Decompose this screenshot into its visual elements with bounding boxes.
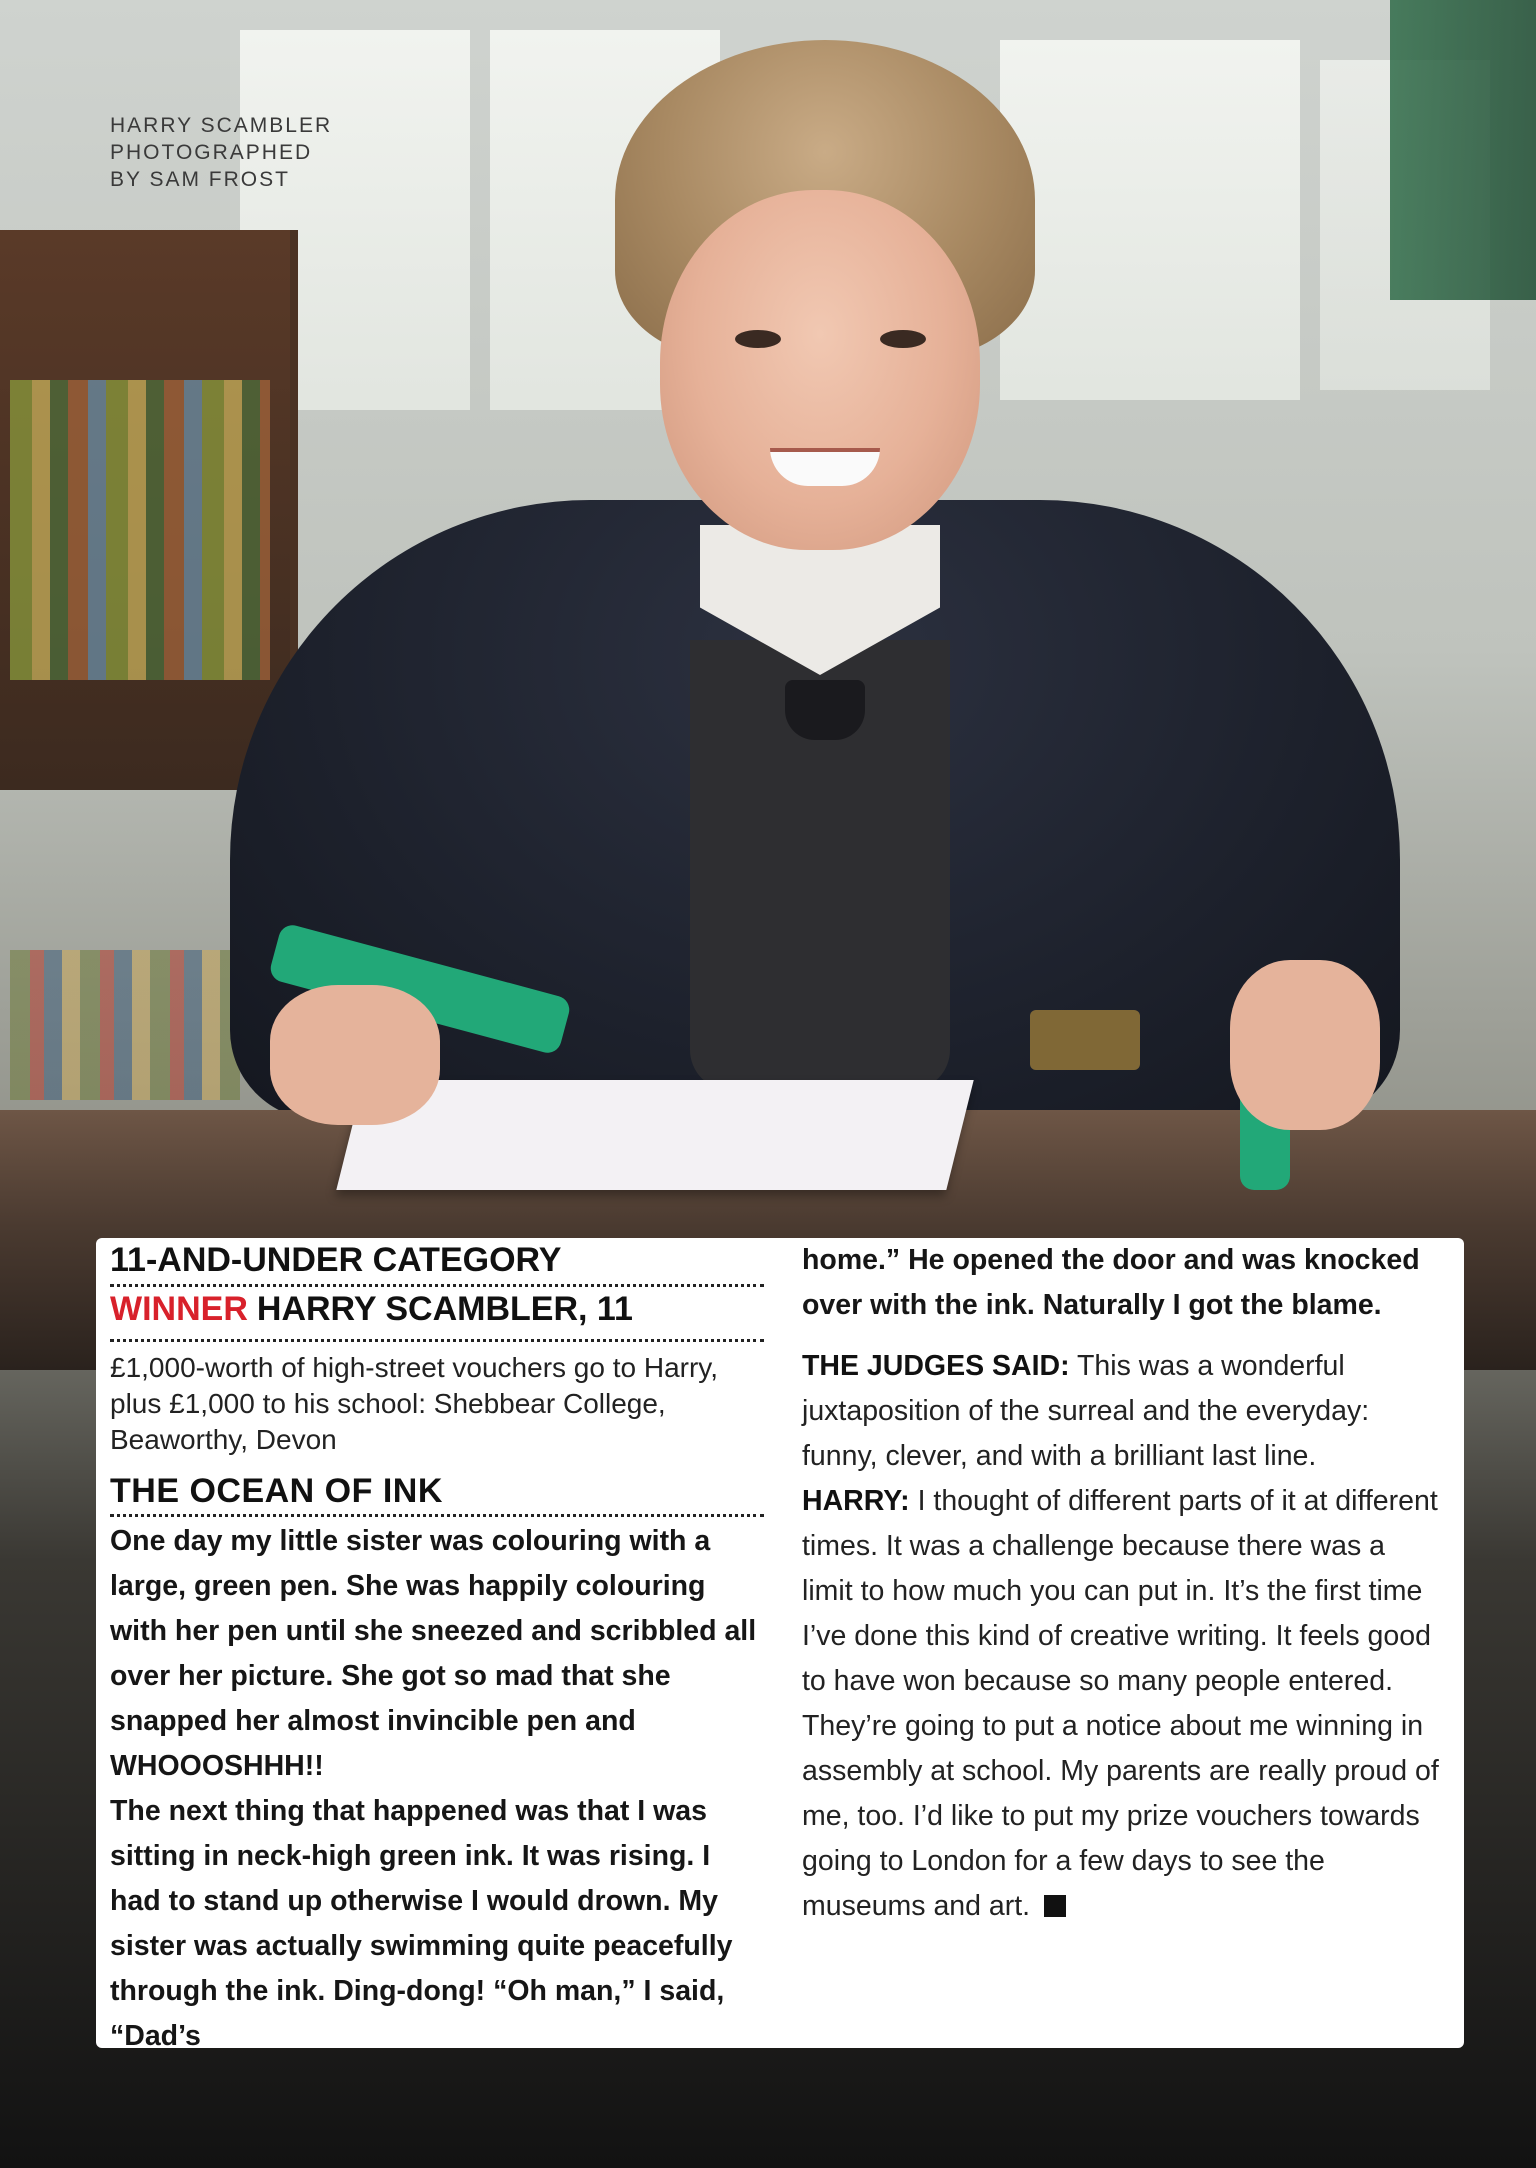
judges-label: THE JUDGES SAID: [802, 1350, 1070, 1382]
story-body [110, 1519, 764, 2059]
story-continuation: home.” He opened the door and was knocked over with the ink. Naturally I got the blame. [802, 1244, 1420, 1321]
window [1000, 40, 1300, 400]
harry-label: HARRY: [802, 1485, 910, 1517]
eye [880, 330, 926, 348]
photo-credit-line: HARRY SCAMBLER [110, 114, 333, 137]
books [10, 950, 240, 1100]
winner-name: HARRY SCAMBLER, 11 [256, 1290, 633, 1328]
judges-text: This was a wonderful juxtaposition of the surreal and the everyday: funny, clever, and with a brilliant last line. [802, 1350, 1370, 1472]
story-paragraph: The next thing that happened was that I was sitting in neck-high green ink. It was rising. I had to stand up otherwise I would drown. My sister was actually swimming quite peacefully through the ink. Ding-dong! “Oh man,” I said, “Dad’s [110, 1795, 733, 2052]
left-hand [270, 985, 440, 1125]
right-hand [1230, 960, 1380, 1130]
green-wall-panel [1390, 0, 1536, 300]
paper-sheet [336, 1080, 973, 1190]
blazer-badge [1030, 1010, 1140, 1070]
article-panel [96, 1238, 1464, 2052]
face [660, 190, 980, 550]
story-title: THE OCEAN OF INK [110, 1470, 764, 1517]
right-column [802, 1238, 1442, 1929]
photo-credit-line: PHOTOGRAPHED [110, 141, 313, 164]
eye [735, 330, 781, 348]
books [10, 380, 270, 680]
photo-credit [110, 112, 440, 193]
left-column [110, 1238, 764, 2059]
winner-label: WINNER [110, 1290, 248, 1328]
end-mark-icon [1044, 1895, 1066, 1917]
harry-text: I thought of different parts of it at different times. It was a challenge because there was a limit to how much you can put in. It’s the first time I’ve done this kind of creative writing. It feels good to have won because so many people entered. They’re going to put a notice about me winning in assembly at school. My parents are really proud of me, too. I’d like to put my prize vouchers towards going to London for a few days to see the museums and art. [802, 1485, 1439, 1922]
winner-heading [110, 1287, 764, 1342]
category-heading: 11-AND-UNDER CATEGORY [110, 1238, 764, 1287]
harry-quote [802, 1479, 1442, 1929]
prize-description: £1,000-worth of high-street vouchers go to Harry, plus £1,000 to his school: Shebbear College, Beaworthy, Devon [110, 1352, 719, 1455]
story-paragraph: One day my little sister was colouring with a large, green pen. She was happily colouring with her pen until she sneezed and scribbled all over her picture. She got so mad that she snapped her almost invincible pen and WHOOOSHHH!! [110, 1525, 757, 1782]
tie [785, 680, 865, 740]
photo-credit-line: BY SAM FROST [110, 168, 290, 191]
judges-comment [802, 1344, 1442, 1479]
